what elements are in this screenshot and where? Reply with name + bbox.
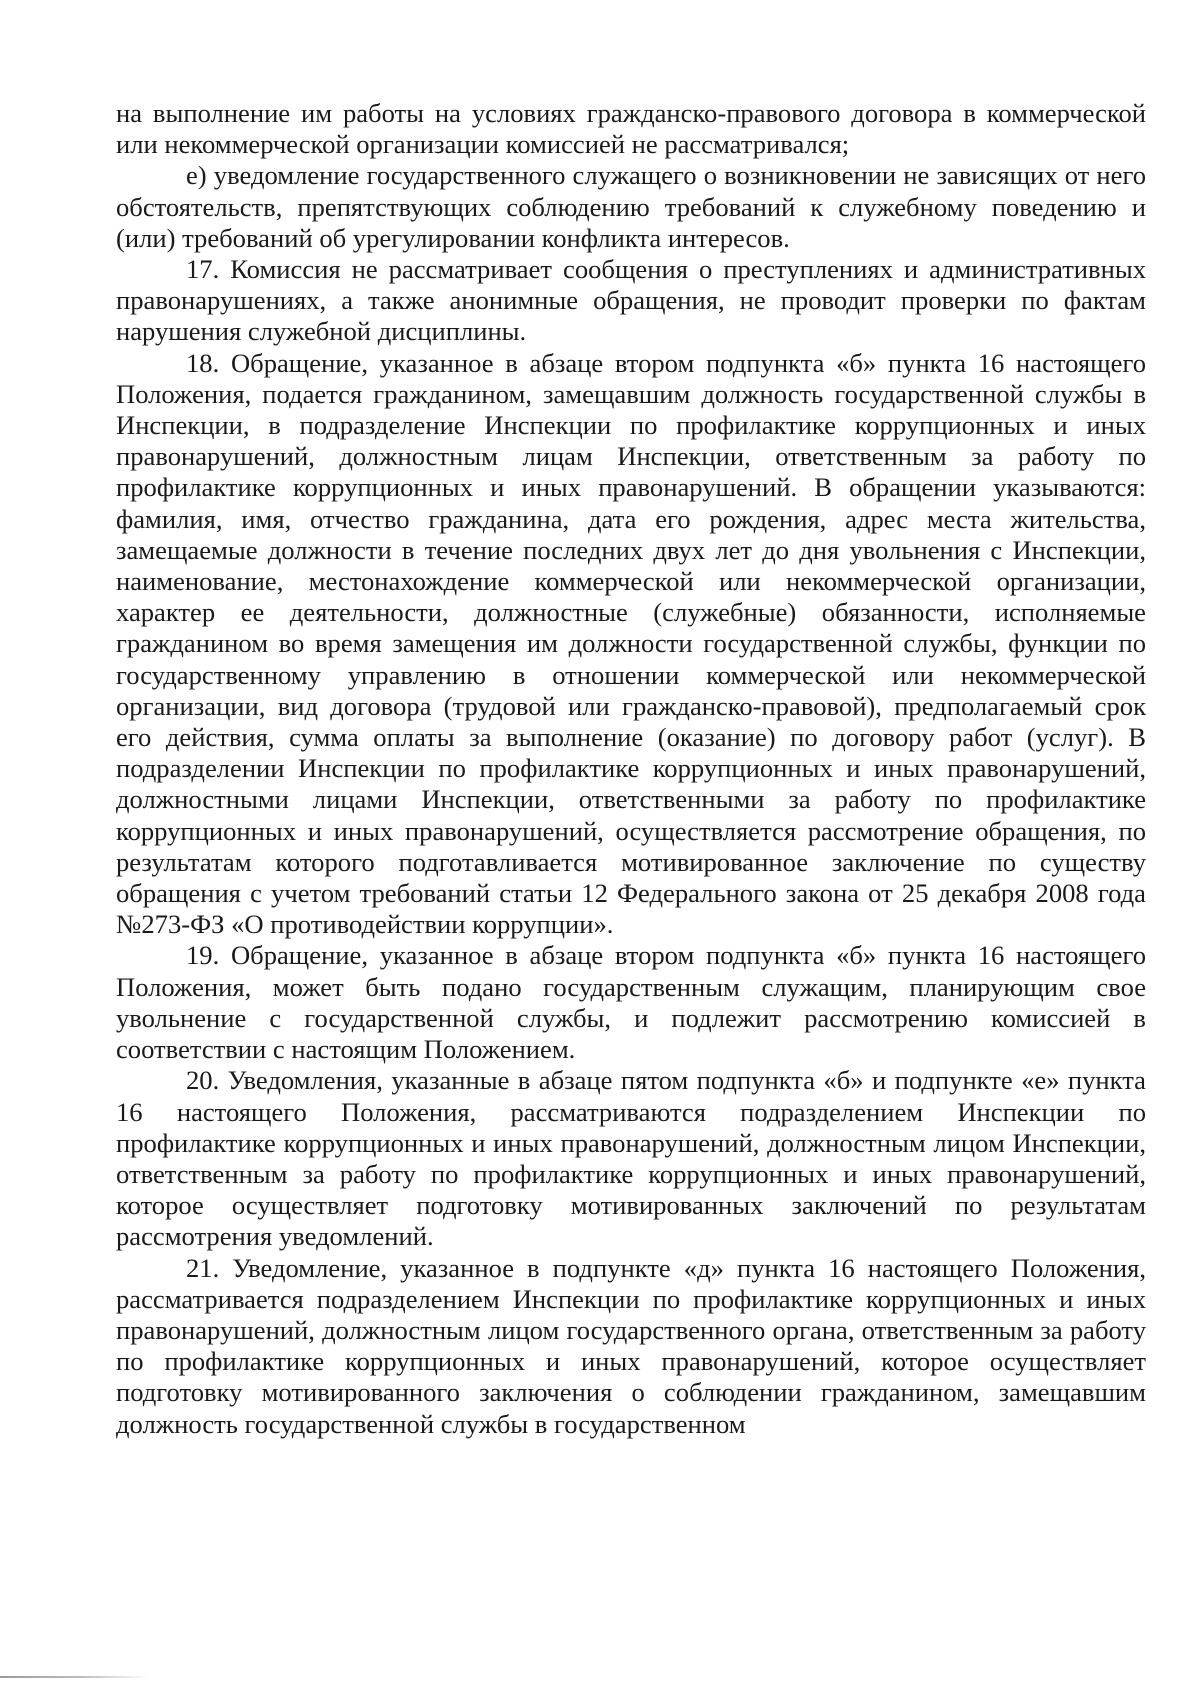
paragraph-20: 20. Уведомления, указанные в абзаце пятом подпункта «б» и подпункте «е» пункта 16 настоящего Положения, рассматриваются подразделением Инспекции по профилактике коррупционных и иных правонарушений, должностным лицом Инспекции, ответственным за работу по профилактике коррупционных и иных правонарушений, которое осуществляет подготовку мотивированных заключений по результатам рассмотрения уведомлений. xyxy=(116,1065,1146,1252)
paragraph-18: 18. Обращение, указанное в абзаце втором подпункта «б» пункта 16 настоящего Положения, подается гражданином, замещавшим должность государственной службы в Инспекции, в подразделение Инспекции по профилактике коррупционных и иных правонарушений, должностным лицам Инспекции, ответственным за работу по профилактике коррупционных и иных правонарушений. В обращении указываются: фамилия, имя, отчество гражданина, дата его рождения, адрес места жительства, замещаемые должности в течение последних двух лет до дня увольнения с Инспекции, наименование, местонахождение коммерческой или некоммерческой организации, характер ее деятельности, должностные (служебные) обязанности, исполняемые гражданином во время замещения им должности государственной службы, функции по государственному управлению в отношении коммерческой или некоммерческой организации, вид договора (трудовой или гражданско-правовой), предполагаемый срок его действия, сумма оплаты за выполнение (оказание) по договору работ (услуг). В подразделении Инспекции по профилактике коррупционных и иных правонарушений, должностными лицами Инспекции, ответственными за работу по профилактике коррупционных и иных правонарушений, осуществляется рассмотрение обращения, по результатам которого подготавливается мотивированное заключение по существу обращения с учетом требований статьи 12 Федерального закона от 25 декабря 2008 года №273-ФЗ «О противодействии коррупции». xyxy=(116,347,1146,940)
paragraph-21: 21. Уведомление, указанное в подпункте «д» пункта 16 настоящего Положения, рассматривается подразделением Инспекции по профилактике коррупционных и иных правонарушений, должностным лицом государственного органа, ответственным за работу по профилактике коррупционных и иных правонарушений, которое осуществляет подготовку мотивированного заключения о соблюдении гражданином, замещавшим должность государственной службы в государственном xyxy=(116,1252,1146,1439)
paragraph-19: 19. Обращение, указанное в абзаце втором подпункта «б» пункта 16 настоящего Положения, может быть подано государственным служащим, планирующим свое увольнение с государственной службы, и подлежит рассмотрению комиссией в соответствии с настоящим Положением. xyxy=(116,940,1146,1065)
document-page xyxy=(116,98,1146,1440)
scan-edge-mark xyxy=(0,1676,150,1678)
paragraph-continuation: на выполнение им работы на условиях гражданско-правового договора в коммерческой или некоммерческой организации комиссией не рассматривался; xyxy=(116,98,1146,160)
paragraph-item-e: е) уведомление государственного служащего о возникновении не зависящих от него обстоятельств, препятствующих соблюдению требований к служебному поведению и (или) требований об урегулировании конфликта интересов. xyxy=(116,160,1146,253)
paragraph-17: 17. Комиссия не рассматривает сообщения о преступлениях и административных правонарушениях, а также анонимные обращения, не проводит проверки по фактам нарушения служебной дисциплины. xyxy=(116,254,1146,347)
